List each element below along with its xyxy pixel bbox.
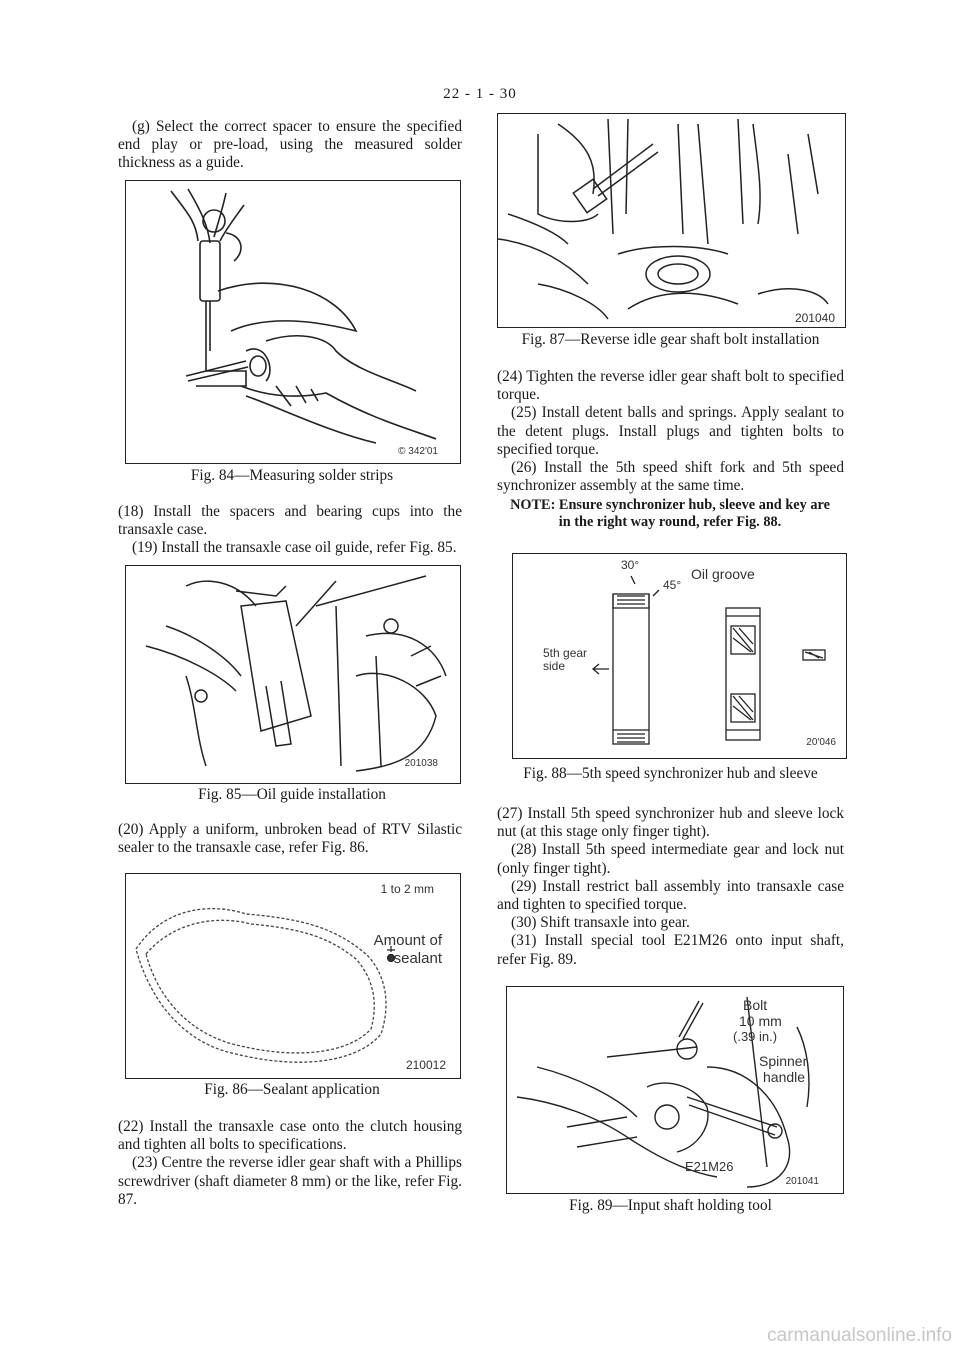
figure-88-code: 20'046 — [806, 737, 836, 748]
steps-27-31 — [497, 805, 844, 969]
figure-87 — [497, 113, 846, 328]
spinner-label-2: handle — [763, 1069, 806, 1085]
step-30: (30) Shift transaxle into gear. — [511, 914, 690, 932]
figure-85-code: 201038 — [404, 758, 438, 769]
step-24: (24) Tighten the reverse idler gear shaft bolt to specified torque. — [497, 368, 844, 404]
step-27: (27) Install 5th speed synchronizer hub and sleeve lock nut (at this stage only finger tight). — [497, 805, 844, 841]
gear-side-label-2: side — [543, 659, 566, 673]
reverse-idler-illustration — [498, 114, 845, 327]
step-31: (31) Install special tool E21M26 onto input shaft, refer Fig. 89. — [497, 932, 844, 968]
sealant-size-label: 1 to 2 mm — [380, 882, 434, 896]
angle-30-label: 30° — [621, 558, 640, 572]
figure-87-code: 201040 — [794, 311, 835, 325]
page-number: 22 - 1 - 30 — [443, 86, 517, 102]
step-29: (29) Install restrict ball assembly into transaxle case and tighten to specified torque. — [497, 877, 844, 914]
steps-22-23 — [118, 1118, 462, 1209]
amount-label-2: sealant — [393, 950, 442, 967]
spinner-label-1: Spinner — [759, 1053, 808, 1069]
figure-89-code: 201041 — [785, 1176, 819, 1187]
figure-88-caption: Fig. 88—5th speed synchronizer hub and sleeve — [523, 765, 818, 782]
micrometer-illustration — [126, 181, 460, 463]
figure-89-caption: Fig. 89—Input shaft holding tool — [569, 1197, 772, 1214]
step-g-text: (g) Select the correct spacer to ensure the specified end play or pre-load, using the measured solder thickness as a guide. — [118, 118, 462, 172]
oil-guide-illustration — [126, 566, 460, 783]
figure-85 — [125, 565, 461, 784]
figure-84-code: © 342'01 — [398, 446, 438, 457]
bolt-label-1: Bolt — [743, 997, 768, 1013]
figure-88 — [512, 553, 847, 759]
step-18: (18) Install the spacers and bearing cups into the transaxle case. — [118, 503, 462, 539]
figure-89 — [506, 986, 844, 1194]
bolt-label-3: (.39 in.) — [733, 1029, 778, 1044]
step-23: (23) Centre the reverse idler gear shaft with a Phillips screwdriver (shaft diameter 8 mm) or the like, refer Fig. 87. — [118, 1154, 462, 1208]
figure-87-caption: Fig. 87—Reverse idle gear shaft bolt installation — [521, 331, 820, 348]
step-25: (25) Install detent balls and springs. Apply sealant to the detent plugs. Install plugs and tighten bolts to specified torque. — [497, 404, 844, 458]
figure-84-caption: Fig. 84—Measuring solder strips — [190, 467, 394, 484]
gear-side-label-1: 5th gear — [543, 646, 588, 660]
sealant-bead-illustration — [126, 874, 460, 1078]
step-26: (26) Install the 5th speed shift fork and 5th speed synchronizer assembly at the same time. — [497, 459, 844, 495]
amount-label-1: Amount of — [373, 932, 442, 949]
step-28: (28) Install 5th speed intermediate gear and lock nut (only finger tight). — [497, 841, 844, 877]
figure-84 — [125, 180, 461, 464]
input-shaft-tool-illustration — [507, 987, 843, 1193]
figure-86-caption: Fig. 86—Sealant application — [204, 1081, 380, 1098]
tool-label: E21M26 — [685, 1159, 734, 1174]
angle-45-label: 45° — [663, 578, 682, 592]
step-19: (19) Install the transaxle case oil guide, refer Fig. 85. — [132, 539, 457, 557]
figure-85-caption: Fig. 85—Oil guide installation — [198, 786, 386, 803]
step-22: (22) Install the transaxle case onto the clutch housing and tighten all bolts to specifications. — [118, 1118, 462, 1154]
figure-86 — [125, 873, 461, 1079]
figure-86-code: 210012 — [405, 1058, 446, 1072]
oil-groove-label: Oil groove — [691, 566, 755, 582]
steps-18-19 — [118, 503, 462, 558]
step-20-text: (20) Apply a uniform, unbroken bead of RTV Silastic sealer to the transaxle case, refer Fig. 86. — [118, 821, 462, 857]
watermark: carmanualsonline.info — [767, 1325, 952, 1346]
synchronizer-note: NOTE: Ensure synchronizer hub, sleeve and key are in the right way round, refer Fig. 88. — [510, 497, 830, 530]
steps-24-26 — [497, 368, 844, 495]
bolt-label-2: 10 mm — [739, 1013, 782, 1029]
